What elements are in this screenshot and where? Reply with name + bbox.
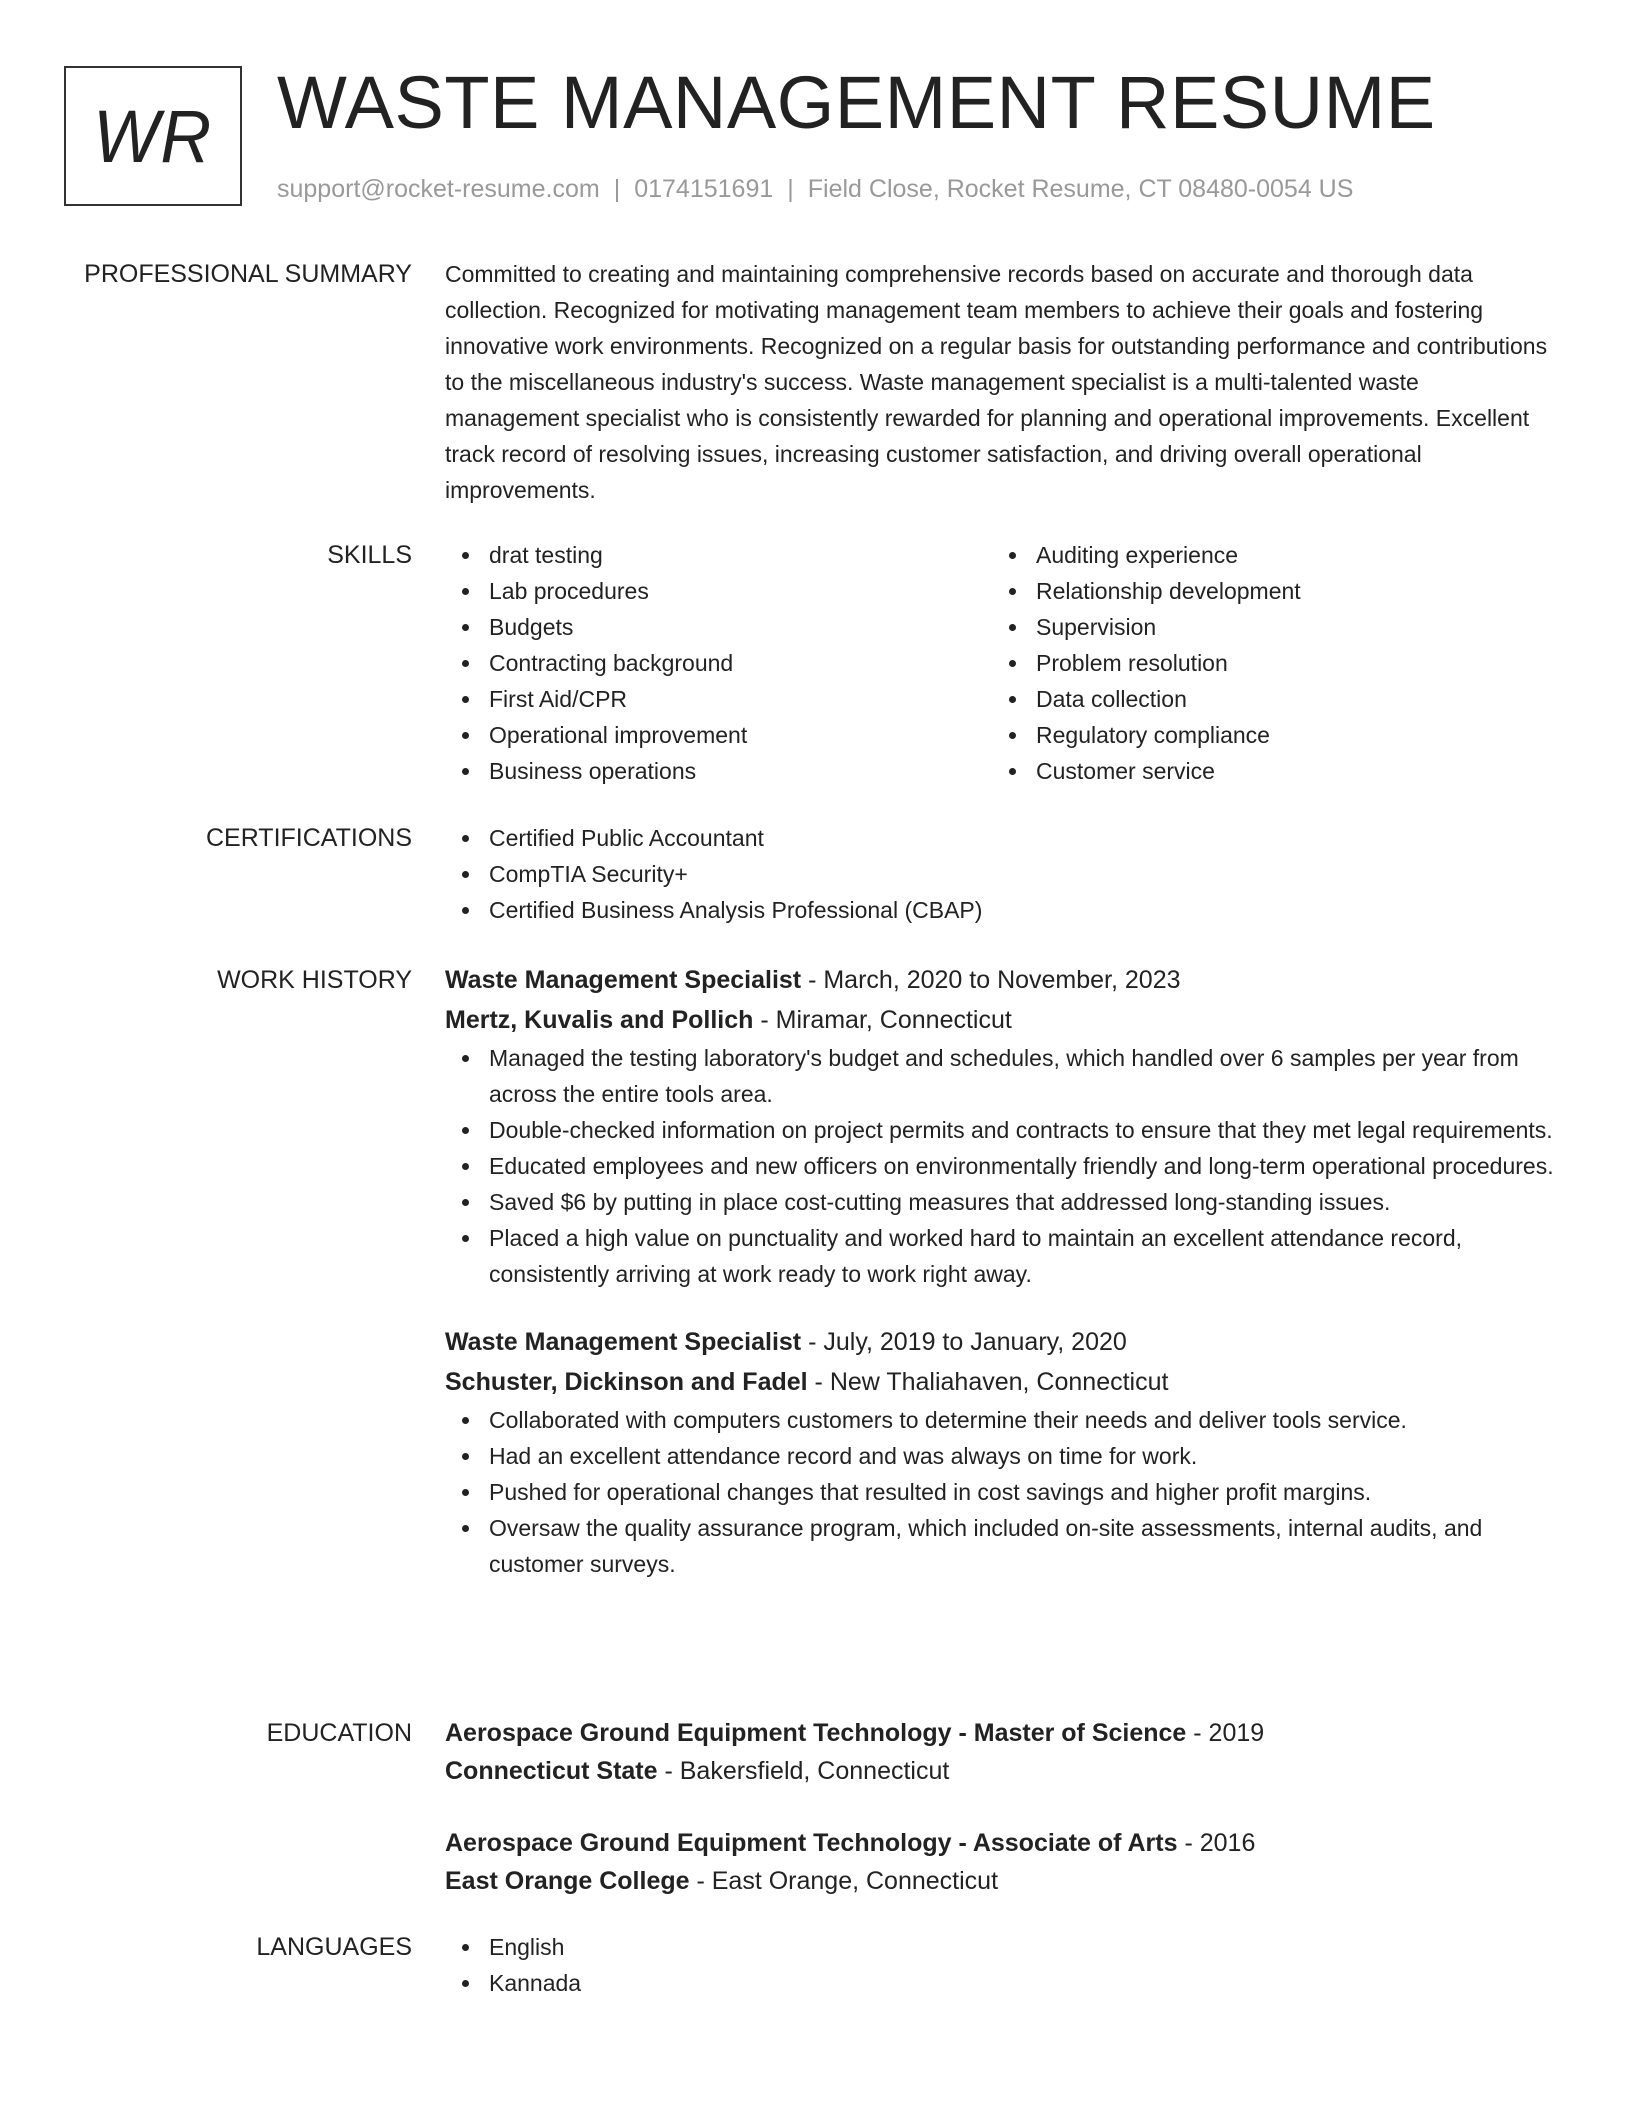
education-degree: Aerospace Ground Equipment Technology - Associate of Arts [445, 1829, 1178, 1857]
education-entry [445, 1824, 1555, 1900]
job-company: Schuster, Dickinson and Fadel [445, 1368, 808, 1396]
education-body [445, 1714, 1555, 1900]
certification-item: CompTIA Security+ [445, 856, 1555, 892]
contact-separator: | [613, 175, 621, 203]
job-duty-item: Educated employees and new officers on environmentally friendly and long-term operational procedures. [445, 1148, 1555, 1184]
job-company: Mertz, Kuvalis and Pollich [445, 1006, 754, 1034]
job-entry [445, 1322, 1555, 1582]
skill-item: Problem resolution [992, 645, 1539, 681]
job-duty-item: Placed a high value on punctuality and worked hard to maintain an excellent attendance record, consistently arriving at work ready to work right away. [445, 1220, 1555, 1292]
education-school: East Orange College [445, 1867, 690, 1895]
languages-list [445, 1929, 1555, 2001]
skill-item: Budgets [445, 609, 992, 645]
languages-body [445, 1929, 1555, 2001]
section-label-certifications: CERTIFICATIONS [205, 824, 412, 852]
skill-item: Contracting background [445, 645, 992, 681]
job-duty-item: Had an excellent attendance record and was always on time for work. [445, 1438, 1555, 1474]
monogram-box [64, 66, 242, 206]
section-label-skills: SKILLS [327, 541, 412, 569]
job-duty-item: Pushed for operational changes that resulted in cost savings and higher profit margins. [445, 1474, 1555, 1510]
job-dates: - March, 2020 to November, 2023 [801, 966, 1181, 994]
education-year: - 2016 [1177, 1829, 1256, 1857]
skill-item: First Aid/CPR [445, 681, 992, 717]
job-title-line [445, 1322, 1555, 1362]
skills-list-right [992, 537, 1539, 789]
job-duties-list [445, 1402, 1555, 1582]
job-title-line [445, 960, 1555, 1000]
certification-item: Certified Public Accountant [445, 820, 1555, 856]
job-duties-list [445, 1040, 1555, 1292]
skill-item: Auditing experience [992, 537, 1539, 573]
summary-body [445, 256, 1555, 508]
certification-item: Certified Business Analysis Professional (CBAP) [445, 892, 1555, 928]
summary-text: Committed to creating and maintaining comprehensive records based on accurate and thorough data collection. Recognized for motivating management team members to achieve their goals and fostering innovative work environments. Recognized on a regular basis for outstanding performance and contributions to the miscellaneous industry's success. Waste management specialist is a multi-talented waste management specialist who is consistently rewarded for planning and operational improvements. Excellent track record of resolving issues, increasing customer satisfaction, and driving overall operational improvements. [445, 261, 1548, 503]
job-title: Waste Management Specialist [445, 966, 802, 994]
job-company-line [445, 1362, 1555, 1402]
skills-list-left [445, 537, 992, 789]
contact-phone[interactable]: 0174151691 [634, 175, 774, 203]
contact-address: Field Close, Rocket Resume, CT 08480-0054 US [807, 175, 1354, 203]
section-label-education: EDUCATION [266, 1719, 412, 1747]
skill-item: Customer service [992, 753, 1539, 789]
education-year: - 2019 [1186, 1719, 1265, 1747]
education-entry [445, 1714, 1555, 1790]
skill-item: Data collection [992, 681, 1539, 717]
education-location: - Bakersfield, Connecticut [657, 1757, 950, 1785]
skills-body [445, 537, 1555, 789]
section-label-work-history: WORK HISTORY [217, 966, 412, 994]
skill-item: Relationship development [992, 573, 1539, 609]
skill-item: Business operations [445, 753, 992, 789]
skill-item: Lab procedures [445, 573, 992, 609]
job-dates: - July, 2019 to January, 2020 [801, 1328, 1127, 1356]
job-location: - New Thaliahaven, Connecticut [807, 1368, 1169, 1396]
job-duty-item: Double-checked information on project permits and contracts to ensure that they met legal requirements. [445, 1112, 1555, 1148]
education-location: - East Orange, Connecticut [689, 1867, 999, 1895]
section-label-summary: PROFESSIONAL SUMMARY [84, 260, 412, 288]
education-degree: Aerospace Ground Equipment Technology - Master of Science [445, 1719, 1187, 1747]
skill-item: Regulatory compliance [992, 717, 1539, 753]
skill-item: drat testing [445, 537, 992, 573]
skill-item: Operational improvement [445, 717, 992, 753]
monogram-initials: WR [93, 94, 213, 178]
job-entry [445, 960, 1555, 1292]
language-item: Kannada [445, 1965, 1555, 2001]
certifications-list [445, 820, 1555, 928]
contact-separator: | [787, 175, 794, 203]
job-company-line [445, 1000, 1555, 1040]
job-location: - Miramar, Connecticut [753, 1006, 1012, 1034]
job-duty-item: Saved $6 by putting in place cost-cutting measures that addressed long-standing issues. [445, 1184, 1555, 1220]
skill-item: Supervision [992, 609, 1539, 645]
contact-line [277, 175, 1353, 204]
job-duty-item: Oversaw the quality assurance program, which included on-site assessments, internal audits, and customer surveys. [445, 1510, 1555, 1582]
job-title: Waste Management Specialist [445, 1328, 802, 1356]
work-history-body [445, 960, 1555, 1582]
certifications-body [445, 820, 1555, 928]
job-duty-item: Managed the testing laboratory's budget and schedules, which handled over 6 samples per year from across the entire tools area. [445, 1040, 1555, 1112]
language-item: English [445, 1929, 1555, 1965]
section-label-languages: LANGUAGES [256, 1933, 412, 1961]
resume-title: WASTE MANAGEMENT RESUME [277, 61, 1436, 144]
contact-email[interactable]: support@rocket-resume.com [277, 175, 600, 203]
job-duty-item: Collaborated with computers customers to determine their needs and deliver tools service. [445, 1402, 1555, 1438]
education-school: Connecticut State [445, 1757, 658, 1785]
